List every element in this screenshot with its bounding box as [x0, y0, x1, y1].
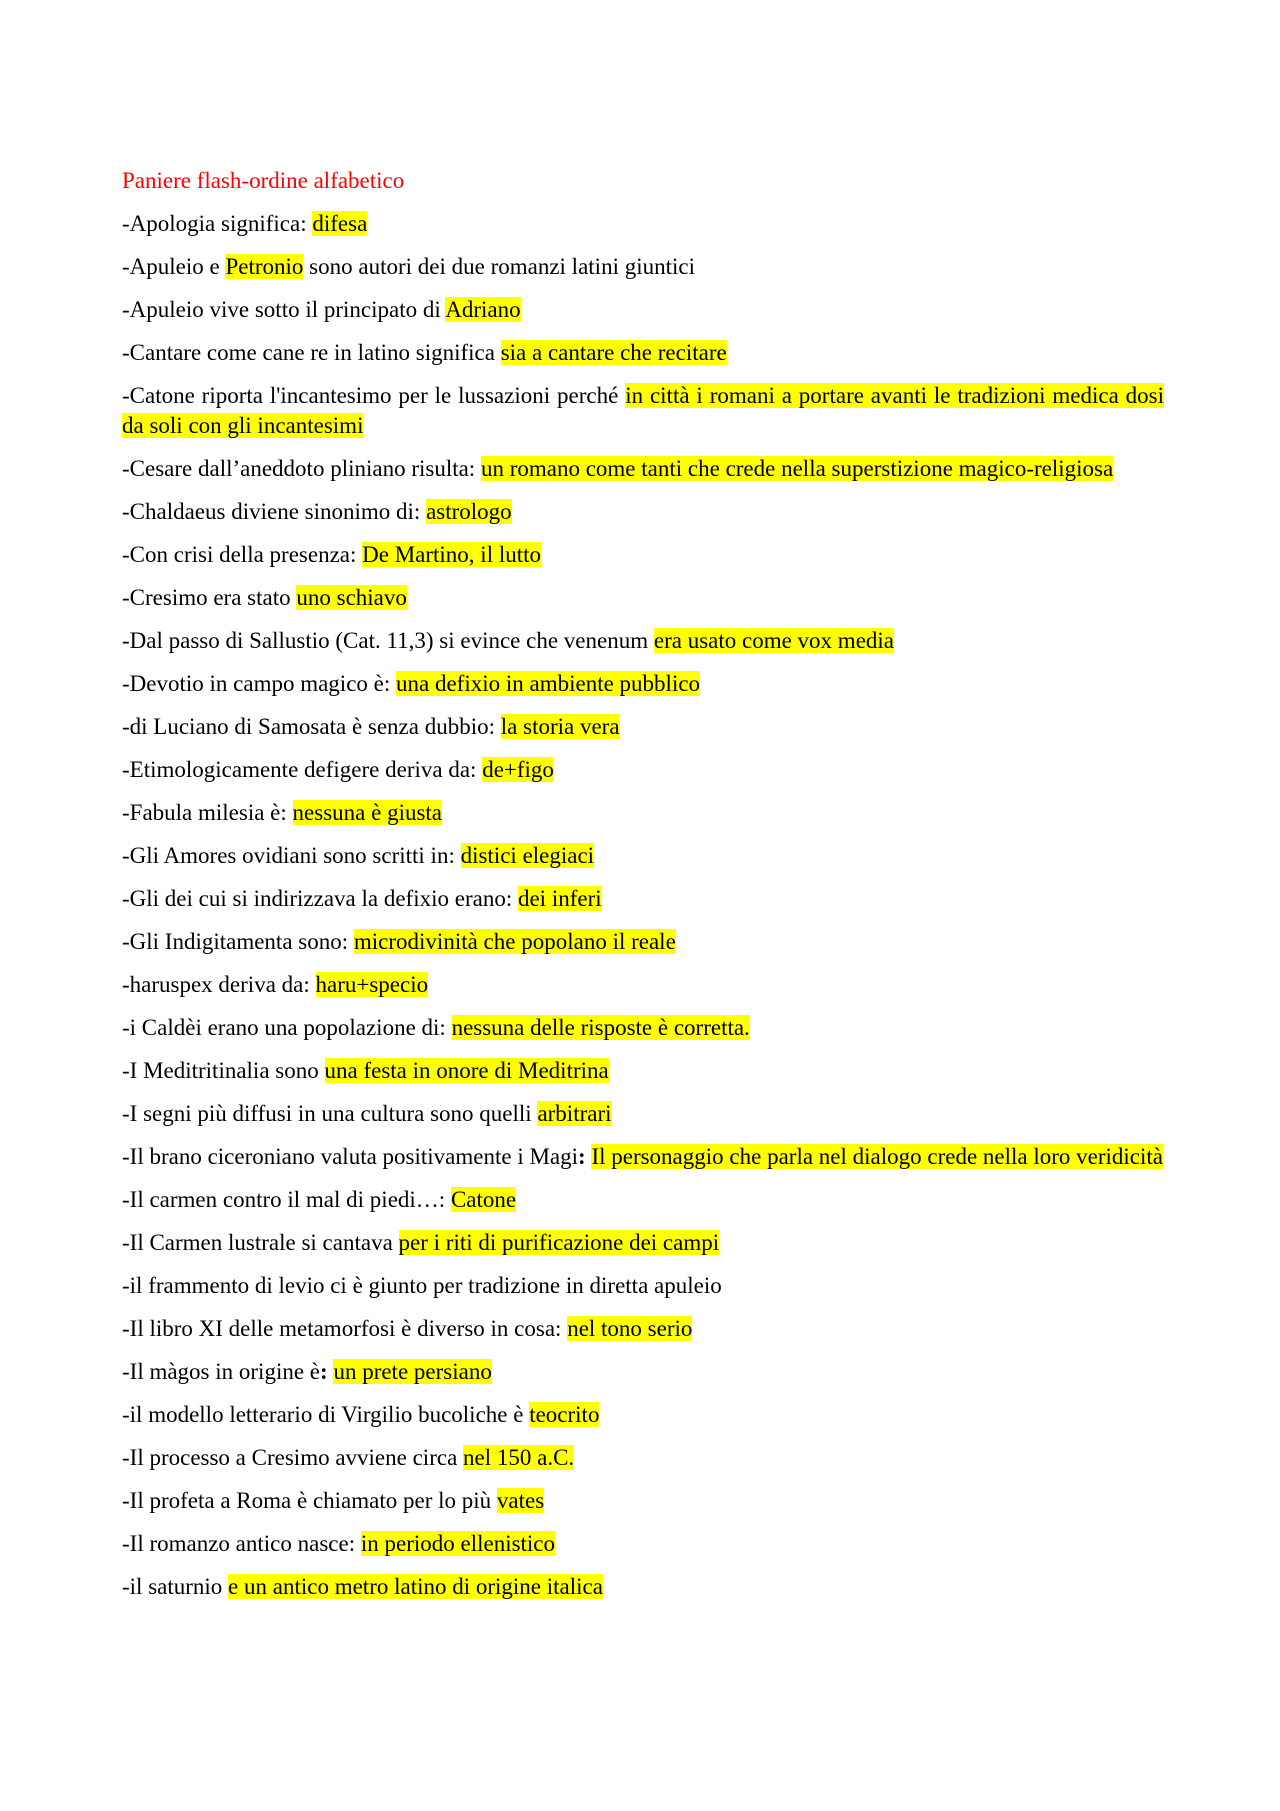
question-text: -di Luciano di Samosata è senza dubbio:	[122, 714, 501, 739]
list-item	[122, 381, 1164, 441]
question-text: -I Meditritinalia sono	[122, 1058, 325, 1083]
highlighted-answer: distici elegiaci	[460, 843, 595, 868]
list-item	[122, 841, 1164, 871]
question-text: -il modello letterario di Virgilio bucoliche è	[122, 1402, 530, 1427]
highlighted-answer: la storia vera	[500, 714, 620, 739]
question-text: -Cesare dall’aneddoto pliniano risulta:	[122, 456, 481, 481]
highlighted-answer: uno schiavo	[296, 585, 407, 610]
question-text: -Gli Indigitamenta sono:	[122, 929, 354, 954]
list-item	[122, 338, 1164, 368]
list-item	[122, 1142, 1164, 1172]
highlighted-answer: sia a cantare che recitare	[500, 340, 727, 365]
list-item	[122, 712, 1164, 742]
question-text: -Il processo a Cresimo avviene circa	[122, 1445, 464, 1470]
list-item	[122, 927, 1164, 957]
list-item	[122, 1486, 1164, 1516]
highlighted-answer: Catone	[450, 1187, 517, 1212]
highlighted-answer: Adriano	[445, 297, 521, 322]
question-text: -Gli dei cui si indirizzava la defixio erano:	[122, 886, 518, 911]
question-text: -Fabula milesia è:	[122, 800, 293, 825]
list-item	[122, 755, 1164, 785]
highlighted-answer: per i riti di purificazione dei campi	[398, 1230, 720, 1255]
list-item	[122, 1314, 1164, 1344]
highlighted-answer: nessuna è giusta	[292, 800, 443, 825]
question-text: -Cantare come cane re in latino significa	[122, 340, 501, 365]
list-item	[122, 454, 1164, 484]
question-text: -Il profeta a Roma è chiamato per lo più	[122, 1488, 497, 1513]
highlighted-answer: astrologo	[426, 499, 512, 524]
list-item	[122, 798, 1164, 828]
highlighted-answer: difesa	[312, 211, 368, 236]
question-text: -haruspex deriva da:	[122, 972, 316, 997]
question-text: -Con crisi della presenza:	[122, 542, 363, 567]
question-text: -Catone riporta l'incantesimo per le lussazioni perché	[122, 383, 626, 408]
question-text: -Devotio in campo magico è:	[122, 671, 397, 696]
document-title: Paniere flash-ordine alfabetico	[122, 168, 405, 193]
highlighted-answer: nessuna delle risposte è corretta.	[451, 1015, 750, 1040]
highlighted-answer: vates	[496, 1488, 545, 1513]
list-item	[122, 1443, 1164, 1473]
question-text: -Chaldaeus diviene sinonimo di:	[122, 499, 427, 524]
question-text: -Il màgos in origine è	[122, 1359, 321, 1384]
list-item	[122, 295, 1164, 325]
question-text: -Apologia significa:	[122, 211, 313, 236]
list-item	[122, 884, 1164, 914]
highlighted-answer: era usato come vox media	[653, 628, 895, 653]
list-item	[122, 669, 1164, 699]
list-item	[122, 252, 1164, 282]
document-body	[122, 166, 1164, 1615]
highlighted-answer: un romano come tanti che crede nella superstizione magico-religiosa	[480, 456, 1114, 481]
list-item	[122, 1357, 1164, 1387]
question-text: -Il Carmen lustrale si cantava	[122, 1230, 399, 1255]
list-item	[122, 1185, 1164, 1215]
list-item	[122, 1572, 1164, 1602]
separator-text: :	[320, 1359, 334, 1384]
question-text: -Il libro XI delle metamorfosi è diverso in cosa:	[122, 1316, 568, 1341]
list-item	[122, 1056, 1164, 1086]
highlighted-answer: una defixio in ambiente pubblico	[396, 671, 701, 696]
highlighted-answer: in città i romani a portare avanti le tradizioni medica dosi da soli con gli incantesimi	[122, 383, 1165, 438]
list-item	[122, 1400, 1164, 1430]
question-text: -Cresimo era stato	[122, 585, 297, 610]
highlighted-answer: haru+specio	[315, 972, 429, 997]
question-text: -Apuleio vive sotto il principato di	[122, 297, 446, 322]
list-item	[122, 1099, 1164, 1129]
highlighted-answer: microdivinità che popolano il reale	[353, 929, 676, 954]
list-item	[122, 209, 1164, 239]
question-text-continued: sono autori dei due romanzi latini giuntici	[303, 254, 695, 279]
question-text: -i Caldèi erano una popolazione di:	[122, 1015, 452, 1040]
list-item	[122, 970, 1164, 1000]
question-text: -il frammento di levio ci è giunto per tradizione in diretta apuleio	[122, 1273, 722, 1298]
highlighted-answer: nel tono serio	[567, 1316, 693, 1341]
question-text: -Gli Amores ovidiani sono scritti in:	[122, 843, 461, 868]
list-item	[122, 583, 1164, 613]
highlighted-answer: un prete persiano	[333, 1359, 492, 1384]
highlighted-answer: De Martino, il lutto	[362, 542, 542, 567]
highlighted-answer: Il personaggio che parla nel dialogo crede nella loro veridicità	[591, 1144, 1164, 1169]
question-text: -Etimologicamente defigere deriva da:	[122, 757, 483, 782]
highlighted-answer: Petronio	[225, 254, 304, 279]
question-text: -Il brano ciceroniano valuta positivamente i Magi	[122, 1144, 579, 1169]
highlighted-answer: e un antico metro latino di origine italica	[228, 1574, 603, 1599]
highlighted-answer: nel 150 a.C.	[463, 1445, 575, 1470]
highlighted-answer: teocrito	[529, 1402, 600, 1427]
list-item	[122, 540, 1164, 570]
highlighted-answer: in periodo ellenistico	[360, 1531, 556, 1556]
list-item	[122, 497, 1164, 527]
highlighted-answer: dei inferi	[517, 886, 602, 911]
list-item	[122, 1228, 1164, 1258]
list-item	[122, 626, 1164, 656]
question-text: -Il romanzo antico nasce:	[122, 1531, 361, 1556]
question-text: -Dal passo di Sallustio (Cat. 11,3) si evince che venenum	[122, 628, 654, 653]
list-item	[122, 1271, 1164, 1301]
question-text: -Il carmen contro il mal di piedi…:	[122, 1187, 451, 1212]
entry-list	[122, 209, 1164, 1602]
highlighted-answer: de+figo	[482, 757, 554, 782]
question-text: -il saturnio	[122, 1574, 229, 1599]
question-text: -Apuleio e	[122, 254, 226, 279]
list-item	[122, 1529, 1164, 1559]
highlighted-answer: arbitrari	[537, 1101, 612, 1126]
question-text: -I segni più diffusi in una cultura sono quelli	[122, 1101, 538, 1126]
highlighted-answer: una festa in onore di Meditrina	[324, 1058, 609, 1083]
list-item	[122, 1013, 1164, 1043]
separator-text: :	[578, 1144, 592, 1169]
